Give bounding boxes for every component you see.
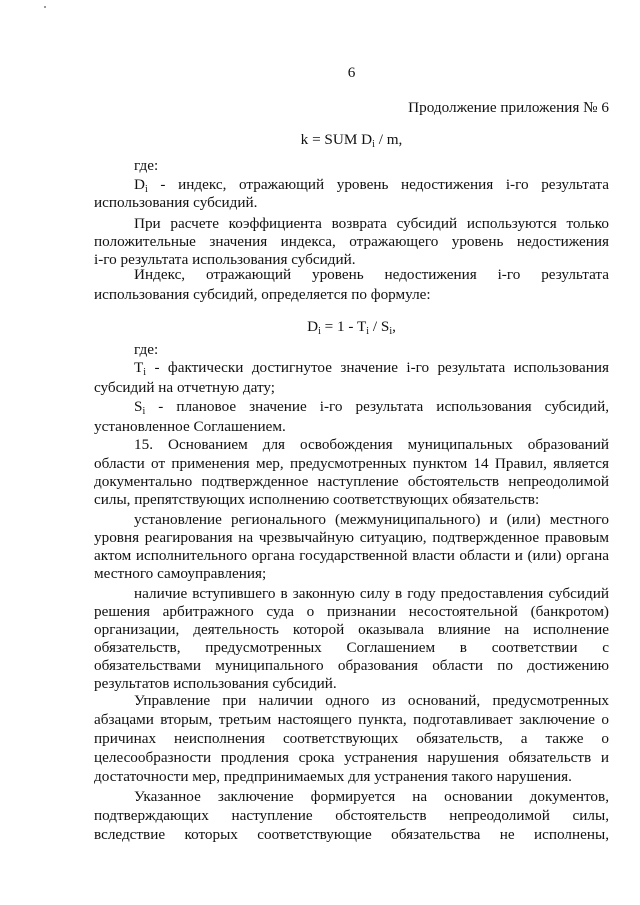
ustanov-line-4: местного самоуправления;	[94, 565, 267, 582]
di-definition-line-2: использования субсидий.	[94, 194, 258, 211]
upravlenie-line-3: причинах неисполнения соответствующих обязательств, а также о	[94, 730, 609, 747]
ukazannoe-line-3: вследствие которых соответствующие обязательства не исполнены,	[94, 826, 609, 843]
di-definition-line-1: $D_i$ - индекс, отражающий уровень недостижения i-го результата	[134, 176, 609, 195]
ustanov-line-3: актом исполнительного органа государственной власти области и (или) органа	[94, 547, 609, 564]
si-definition-line-1: $S_i$ - плановое значение i-го результата использования субсидий,	[134, 398, 609, 417]
si-definition-line-2: установленное Соглашением.	[94, 418, 286, 435]
nalichie-line-5: обязательствами муниципального образования области по достижению	[94, 657, 609, 674]
appendix-header: Продолжение приложения № 6	[408, 99, 609, 116]
upravlenie-line-5: достаточности мер, предпринимаемых для устранения такого нарушения.	[94, 768, 572, 785]
index-paragraph-line-2: использования субсидий, определяется по формуле:	[94, 286, 431, 303]
page-number: 6	[347, 64, 356, 81]
nalichie-line-1: наличие вступившего в законную силу в году предоставления субсидий	[134, 585, 609, 602]
calc-paragraph-line-1: При расчете коэффициента возврата субсидий используются только	[134, 215, 609, 232]
calc-paragraph-line-2: положительные значения индекса, отражающего уровень недостижения	[94, 233, 609, 250]
ukazannoe-line-2: подтверждающих наступление обстоятельств непреодолимой силы,	[94, 807, 609, 824]
where-label: где:	[134, 157, 159, 174]
ti-definition-line-2: субсидий на отчетную дату;	[94, 379, 276, 396]
nalichie-line-6: результатов использования субсидий.	[94, 675, 337, 692]
upravlenie-line-1: Управление при наличии одного из оснований, предусмотренных	[134, 692, 609, 709]
ti-definition-line-1: $T_i$ - фактически достигнутое значение i-го результата использования	[134, 359, 609, 378]
formula-d: $D_i = 1 - T_i / S_i$,	[307, 318, 396, 337]
upravlenie-line-4: целесообразности продления срока устранения нарушения обязательств и	[94, 749, 609, 766]
where-label-2: где:	[134, 341, 159, 358]
p15-line-2: области от применения мер, предусмотренных пунктом 14 Правил, является	[94, 455, 609, 472]
ustanov-line-2: уровня реагирования на чрезвычайную ситуацию, подтвержденное правовым	[94, 529, 609, 546]
formula-k: k = SUM $D_i$ / m,	[300, 131, 403, 150]
p15-line-1: 15. Основанием для освобождения муниципальных образований	[134, 436, 609, 453]
scan-dot	[44, 6, 46, 8]
nalichie-line-3: организации, деятельность которой оказывала влияние на исполнение	[94, 621, 609, 638]
p15-line-4: силы, препятствующих исполнению соответствующих обязательств:	[94, 491, 540, 508]
nalichie-line-4: обязательств, предусмотренных Соглашением в соответствии с	[94, 639, 609, 656]
ukazannoe-line-1: Указанное заключение формируется на основании документов,	[134, 788, 609, 805]
nalichie-line-2: решения арбитражного суда о признании несостоятельной (банкротом)	[94, 603, 609, 620]
p15-line-3: документально подтвержденное наступление обстоятельств непреодолимой	[94, 473, 609, 490]
ustanov-line-1: установление регионального (межмуниципального) и (или) местного	[134, 511, 609, 528]
upravlenie-line-2: абзацами вторым, третьим настоящего пункта, подготавливает заключение о	[94, 711, 609, 728]
calc-paragraph-line-3: i-го результата использования субсидий.	[94, 251, 356, 268]
index-paragraph-line-1: Индекс, отражающий уровень недостижения i-го результата	[134, 266, 609, 283]
